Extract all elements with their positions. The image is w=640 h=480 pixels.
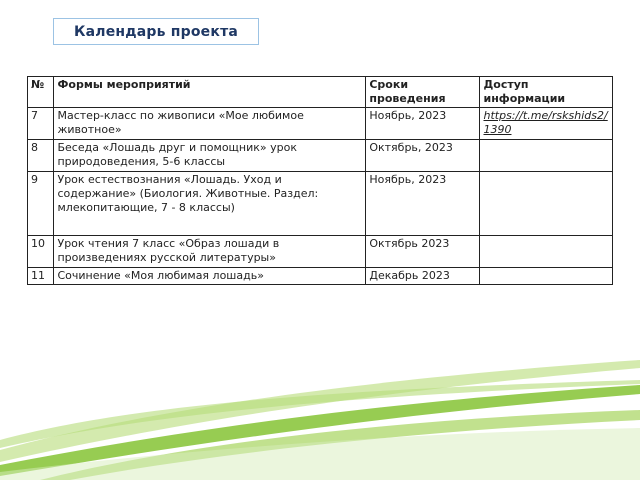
row-link-cell xyxy=(480,236,613,268)
row-date: Ноябрь, 2023 xyxy=(366,172,480,236)
row-num: 8 xyxy=(28,140,54,172)
row-link-cell xyxy=(480,172,613,236)
row-num: 9 xyxy=(28,172,54,236)
row-link-cell xyxy=(480,268,613,285)
header-link: Доступ информации xyxy=(480,77,613,108)
header-date: Сроки проведения xyxy=(366,77,480,108)
row-date: Ноябрь, 2023 xyxy=(366,108,480,140)
decorative-swoosh xyxy=(0,340,640,480)
table-row xyxy=(28,236,613,268)
row-num: 7 xyxy=(28,108,54,140)
calendar-table xyxy=(27,76,613,285)
page-title: Календарь проекта xyxy=(53,18,259,45)
header-form: Формы мероприятий xyxy=(54,77,366,108)
table-row xyxy=(28,140,613,172)
row-form: Сочинение «Моя любимая лошадь» xyxy=(54,268,366,285)
row-date: Декабрь 2023 xyxy=(366,268,480,285)
table-row xyxy=(28,268,613,285)
row-num: 10 xyxy=(28,236,54,268)
table-header-row xyxy=(28,77,613,108)
row-date: Октябрь 2023 xyxy=(366,236,480,268)
row-form: Беседа «Лошадь друг и помощник» урок природоведения, 5-6 классы xyxy=(54,140,366,172)
row-num: 11 xyxy=(28,268,54,285)
row-date: Октябрь, 2023 xyxy=(366,140,480,172)
row-form: Урок чтения 7 класс «Образ лошади в произведениях русской литературы» xyxy=(54,236,366,268)
row-form: Мастер-класс по живописи «Мое любимое животное» xyxy=(54,108,366,140)
header-num: № xyxy=(28,77,54,108)
table-row xyxy=(28,108,613,140)
info-link[interactable]: https://t.me/rskshids2/1390 xyxy=(483,109,608,136)
table-row xyxy=(28,172,613,236)
row-link-cell xyxy=(480,108,613,140)
row-link-cell xyxy=(480,140,613,172)
row-form: Урок естествознания «Лошадь. Уход и содержание» (Биология. Животные. Раздел: млекопитающие, 7 - 8 классы) xyxy=(54,172,366,236)
